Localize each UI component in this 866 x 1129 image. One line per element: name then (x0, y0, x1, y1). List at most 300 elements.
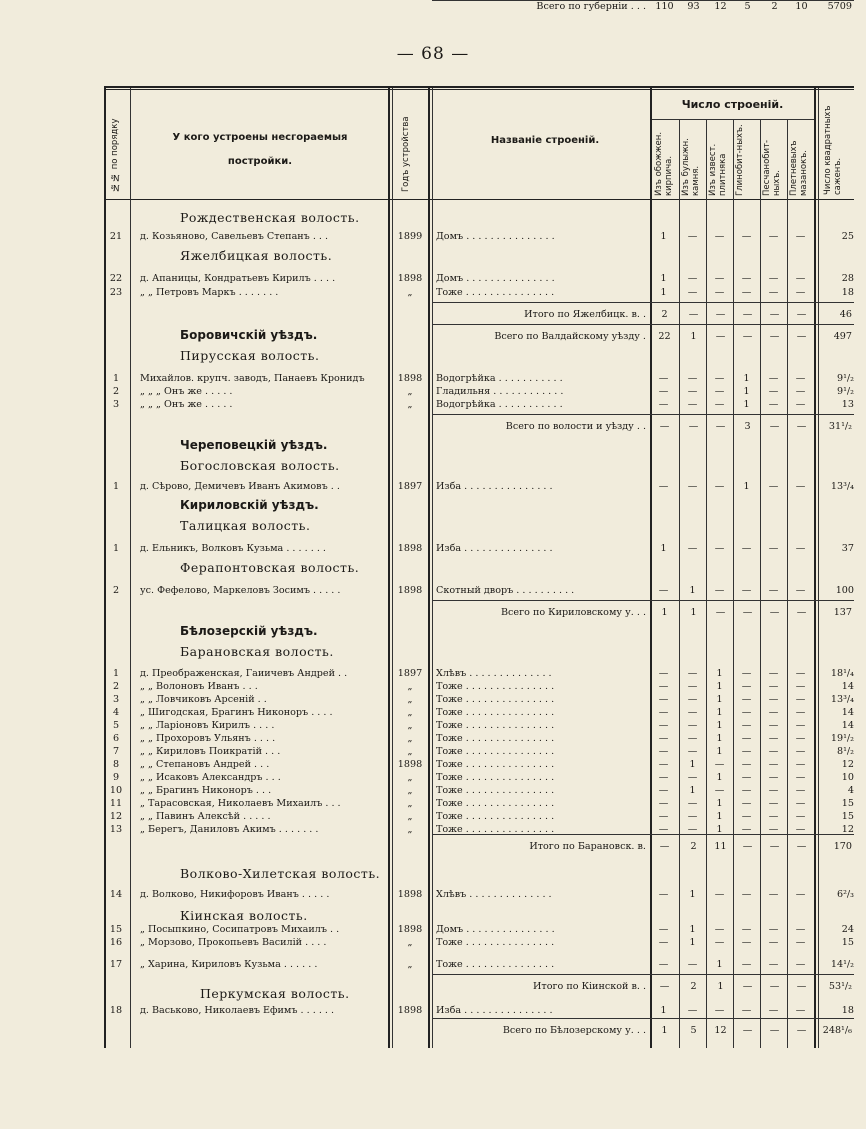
sq-cell: 18 (841, 287, 854, 298)
count-cell: — (795, 824, 806, 835)
count-cell: — (768, 889, 779, 900)
count-cell: — (687, 959, 698, 970)
sq-cell: 137 (833, 607, 852, 618)
count-cell: — (795, 733, 806, 744)
count-cell: 1 (660, 287, 667, 298)
count-cell: 1 (661, 607, 668, 618)
volost-heading: Волково-Хилетская волость. (180, 866, 381, 881)
volost-heading: Ферапонтовская волость. (180, 560, 360, 575)
year-built: „ (407, 681, 413, 692)
count-cell: 1 (660, 231, 667, 242)
count-cell: 1 (660, 1005, 667, 1016)
owner-name: д. Преображенская, Гаиичевъ Андрей . . (140, 668, 348, 679)
count-cell: — (687, 733, 698, 744)
count-cell: — (714, 287, 725, 298)
owner-name: „ „ Ларіоновъ Кирилъ . . . . (140, 720, 275, 731)
count-cell: — (741, 707, 752, 718)
total-rule (432, 324, 854, 325)
volost-heading: Пирусская волость. (180, 348, 320, 363)
count-cell: 1 (716, 824, 723, 835)
count-cell: — (795, 373, 806, 384)
count-cell: 22 (658, 331, 671, 342)
count-cell: — (768, 811, 779, 822)
sq-cell: 6²/₃ (836, 889, 854, 900)
row-number: 16 (109, 937, 123, 948)
table-row (104, 584, 854, 598)
count-cell: — (658, 720, 669, 731)
row-number: 9 (112, 772, 120, 783)
count-cell: — (741, 720, 752, 731)
owner-name: д. Волково, Никифоровъ Иванъ . . . . . (140, 889, 330, 900)
sq-cell: 13³/₄ (830, 481, 854, 492)
year-built: „ (407, 733, 413, 744)
volost-heading: Барановская волость. (180, 644, 334, 659)
owner-name: „ „ Исаковъ Александръ . . . (140, 772, 281, 783)
header-col-count: Число строеній. (681, 98, 784, 111)
count-cell: — (795, 668, 806, 679)
count-cell: 5 (690, 1025, 697, 1036)
sq-cell: 28 (841, 273, 854, 284)
count-cell: — (659, 981, 670, 992)
sq-cell: 14 (841, 720, 854, 731)
owner-name: „ Морзово, Прокопьевъ Василій . . . . (140, 937, 327, 948)
volost-heading: Кіинская волость. (180, 908, 308, 923)
sq-cell: 12 (841, 824, 854, 835)
count-cell: — (658, 733, 669, 744)
page-number: — 68 — (396, 44, 470, 64)
building-name: Тоже . . . . . . . . . . . . . . . (436, 798, 555, 809)
row-number: 8 (112, 759, 120, 770)
count-cell: 1 (743, 386, 750, 397)
year-built: „ (407, 399, 413, 410)
building-name: Домъ . . . . . . . . . . . . . . . (436, 231, 555, 242)
building-name: Тоже . . . . . . . . . . . . . . . (436, 694, 555, 705)
count-cell: — (795, 273, 806, 284)
sq-cell: 53¹/₂ (828, 981, 852, 992)
count-cell: — (742, 981, 753, 992)
building-name: Тоже . . . . . . . . . . . . . . . (436, 937, 555, 948)
building-name: Тоже . . . . . . . . . . . . . . . (436, 759, 555, 770)
count-cell: — (795, 720, 806, 731)
count-cell: — (795, 746, 806, 757)
row-number: 2 (112, 681, 120, 692)
count-cell: — (687, 746, 698, 757)
count-cell: — (741, 785, 752, 796)
owner-name: „ Посыпкино, Сосипатровъ Михаилъ . . (140, 924, 340, 935)
table-row (104, 771, 854, 785)
count-cell: — (741, 889, 752, 900)
count-cell: — (768, 273, 779, 284)
count-cell: — (658, 937, 669, 948)
owner-name: д. Апаницы, Кондратьевъ Кирилъ . . . . (140, 273, 336, 284)
count-cell: 1 (689, 785, 696, 796)
sq-cell: 24 (841, 924, 854, 935)
row-number: 1 (112, 543, 120, 554)
header-col-year: Годъ устройства (401, 116, 411, 192)
count-cell: — (795, 785, 806, 796)
row-number: 5 (112, 720, 120, 731)
count-cell: — (796, 421, 807, 432)
row-number: 7 (112, 746, 120, 757)
table-row (104, 230, 854, 244)
owner-name: „ „ „ Онъ же . . . . . (140, 399, 233, 410)
total-rule (432, 600, 854, 601)
year-built: „ (407, 772, 413, 783)
count-cell: — (768, 681, 779, 692)
count-cell: — (687, 681, 698, 692)
building-name: Домъ . . . . . . . . . . . . . . . (436, 273, 555, 284)
year-built: „ (407, 746, 413, 757)
row-number: 3 (112, 399, 120, 410)
owner-name: д. Васьково, Николаевъ Ефимъ . . . . . . (140, 1005, 335, 1016)
count-cell: 1 (661, 1025, 668, 1036)
count-cell: — (687, 543, 698, 554)
count-cell: — (741, 585, 752, 596)
count-cell: — (687, 720, 698, 731)
table-row (104, 888, 854, 902)
count-cell: — (741, 733, 752, 744)
year-built: 1898 (397, 373, 423, 384)
count-cell: 11 (714, 841, 727, 852)
building-name: Тоже . . . . . . . . . . . . . . . (436, 746, 555, 757)
count-cell: — (687, 1005, 698, 1016)
row-number: 1 (112, 668, 120, 679)
count-cell: 1 (689, 889, 696, 900)
count-cell: — (769, 309, 780, 320)
count-cell: — (768, 707, 779, 718)
owner-name: „ „ Ловчиковъ Арсеній . . (140, 694, 267, 705)
table-row (104, 1004, 854, 1018)
count-cell: — (768, 746, 779, 757)
count-cell: 10 (795, 1, 808, 12)
count-cell: 1 (690, 331, 697, 342)
count-cell: — (658, 811, 669, 822)
uezd-heading: Боровичскій уѣздъ. (180, 328, 318, 342)
count-cell: — (714, 1005, 725, 1016)
row-number: 13 (109, 824, 123, 835)
row-number: 2 (112, 585, 120, 596)
sq-cell: 5709 (827, 1, 852, 12)
count-cell: — (658, 668, 669, 679)
sq-cell: 170 (833, 841, 852, 852)
count-cell: — (795, 287, 806, 298)
count-cell: — (714, 231, 725, 242)
count-cell: — (714, 399, 725, 410)
count-cell: — (768, 772, 779, 783)
count-cell: — (714, 373, 725, 384)
count-cell: — (687, 707, 698, 718)
total-label: Всего по Валдайскому уѣзду . (494, 331, 646, 342)
count-cell: — (658, 481, 669, 492)
total-rule (432, 1018, 854, 1019)
row-number: 6 (112, 733, 120, 744)
owner-name: д. Сѣрово, Демичевъ Иванъ Акимовъ . . (140, 481, 340, 492)
count-cell: 1 (716, 959, 723, 970)
table-row (104, 758, 854, 772)
sq-cell: 13 (841, 399, 854, 410)
row-number: 14 (109, 889, 123, 900)
building-name: Тоже . . . . . . . . . . . . . . . (436, 824, 555, 835)
count-cell: — (741, 798, 752, 809)
count-cell: — (687, 798, 698, 809)
building-name: Изба . . . . . . . . . . . . . . . (436, 1005, 553, 1016)
building-name: Тоже . . . . . . . . . . . . . . . (436, 772, 555, 783)
count-cell: — (658, 959, 669, 970)
count-cell: — (796, 331, 807, 342)
row-number: 12 (109, 811, 123, 822)
building-name: Хлѣвъ . . . . . . . . . . . . . . (436, 668, 552, 679)
uezd-heading: Бѣлозерскій уѣздъ. (180, 624, 318, 638)
count-cell: — (687, 273, 698, 284)
total-label: Итого по Барановск. в. (529, 841, 646, 852)
count-cell: — (796, 1025, 807, 1036)
table-row (104, 706, 854, 720)
count-cell: — (795, 889, 806, 900)
sq-cell: 10 (841, 772, 854, 783)
volost-heading: Перкумская волость. (200, 986, 350, 1001)
table-row (104, 398, 854, 412)
count-cell: — (795, 959, 806, 970)
row-number: 23 (109, 287, 123, 298)
count-cell: — (658, 746, 669, 757)
count-cell: — (795, 386, 806, 397)
row-number: 17 (109, 959, 123, 970)
count-cell: — (741, 937, 752, 948)
count-cell: 1 (716, 707, 723, 718)
count-cell: 1 (717, 981, 724, 992)
row-number: 11 (109, 798, 123, 809)
count-cell: — (768, 798, 779, 809)
building-name: Гладильня . . . . . . . . . . . . (436, 386, 564, 397)
table-row (104, 732, 854, 746)
row-number: 1 (112, 373, 120, 384)
count-cell: — (795, 399, 806, 410)
count-cell: — (687, 772, 698, 783)
count-cell: 1 (716, 720, 723, 731)
count-cell: 1 (660, 273, 667, 284)
count-cell: 1 (689, 585, 696, 596)
count-cell: — (741, 824, 752, 835)
building-name: Тоже . . . . . . . . . . . . . . . (436, 959, 555, 970)
year-built: „ (407, 937, 413, 948)
count-cell: 1 (743, 481, 750, 492)
count-cell: — (687, 287, 698, 298)
count-cell: — (768, 733, 779, 744)
count-cell: — (769, 981, 780, 992)
count-cell: — (658, 824, 669, 835)
count-cell: — (688, 309, 699, 320)
owner-name: д. Козьяново, Савельевъ Степанъ . . . (140, 231, 329, 242)
count-cell: 12 (714, 1, 727, 12)
total-label: Всего по волости и уѣзду . . (505, 421, 646, 432)
owner-name: „ „ Петровъ Маркъ . . . . . . . (140, 287, 279, 298)
sq-cell: 497 (833, 331, 852, 342)
table-row (104, 667, 854, 681)
count-cell: — (795, 937, 806, 948)
year-built: 1897 (397, 668, 423, 679)
count-cell: — (688, 421, 699, 432)
table-row (104, 784, 854, 798)
count-cell: — (769, 331, 780, 342)
count-cell: — (687, 824, 698, 835)
count-cell: — (768, 287, 779, 298)
table-row (104, 542, 854, 556)
count-cell: — (658, 707, 669, 718)
count-cell: 1 (716, 733, 723, 744)
sq-cell: 15 (841, 811, 854, 822)
count-cell: 2 (690, 841, 697, 852)
row-number: 1 (112, 481, 120, 492)
total-label: Всего по Бѣлозерскому у. . . (502, 1025, 646, 1036)
count-cell: — (658, 373, 669, 384)
count-cell: — (796, 309, 807, 320)
count-cell: — (795, 681, 806, 692)
year-built: 1898 (397, 759, 423, 770)
count-cell: — (742, 1025, 753, 1036)
table-row (104, 680, 854, 694)
count-cell: — (658, 924, 669, 935)
count-cell: — (768, 937, 779, 948)
owner-name: „ Шигодская, Брагинъ Никоноръ . . . . (140, 707, 333, 718)
count-cell: — (795, 1005, 806, 1016)
count-cell: — (768, 481, 779, 492)
count-cell: 1 (689, 924, 696, 935)
year-built: „ (407, 959, 413, 970)
building-name: Тоже . . . . . . . . . . . . . . . (436, 287, 555, 298)
uezd-heading: Череповецкій уѣздъ. (180, 438, 328, 452)
building-name: Изба . . . . . . . . . . . . . . . (436, 543, 553, 554)
table-row (104, 372, 854, 386)
count-cell: — (742, 607, 753, 618)
table-row (104, 745, 854, 759)
count-cell: — (795, 694, 806, 705)
row-number: 10 (109, 785, 123, 796)
sq-cell: 14¹/₂ (830, 959, 854, 970)
count-cell: — (714, 785, 725, 796)
count-cell: — (714, 386, 725, 397)
year-built: „ (407, 798, 413, 809)
total-label: Итого по Кіинской в. . (533, 981, 646, 992)
count-cell: — (687, 386, 698, 397)
count-cell: — (659, 421, 670, 432)
count-cell: — (658, 386, 669, 397)
header-sub-col: Изъ булыжн. камня. (681, 138, 701, 196)
year-built: „ (407, 811, 413, 822)
header-sub-col: Изъ обожжен. кирпича. (654, 131, 674, 196)
sq-cell: 4 (847, 785, 854, 796)
building-name: Тоже . . . . . . . . . . . . . . . (436, 707, 555, 718)
count-cell: — (658, 694, 669, 705)
count-cell: — (742, 309, 753, 320)
table-top-rule-thin (104, 89, 854, 90)
count-cell: — (741, 759, 752, 770)
year-built: 1898 (397, 889, 423, 900)
count-cell: — (687, 668, 698, 679)
count-cell: — (741, 924, 752, 935)
count-cell: 1 (716, 772, 723, 783)
count-cell: 1 (716, 811, 723, 822)
owner-name: „ Берегъ, Даниловъ Акимъ . . . . . . . (140, 824, 319, 835)
year-built: „ (407, 694, 413, 705)
table-row (104, 797, 854, 811)
sq-cell: 9¹/₂ (836, 373, 854, 384)
total-label: Итого по Яжелбицк. в. . (524, 309, 646, 320)
table-row (104, 480, 854, 494)
building-name: Тоже . . . . . . . . . . . . . . . (436, 733, 555, 744)
count-cell: — (715, 607, 726, 618)
count-cell: 2 (661, 309, 668, 320)
count-cell: 1 (690, 607, 697, 618)
year-built: „ (407, 785, 413, 796)
count-cell: 12 (714, 1025, 727, 1036)
count-cell: — (768, 231, 779, 242)
count-cell: — (741, 1005, 752, 1016)
count-cell: — (741, 273, 752, 284)
count-cell: — (687, 811, 698, 822)
building-name: Водогрѣйка . . . . . . . . . . . (436, 373, 563, 384)
table-row (104, 272, 854, 286)
count-cell: — (741, 668, 752, 679)
count-cell: — (658, 798, 669, 809)
row-number: 4 (112, 707, 120, 718)
count-cell: — (768, 759, 779, 770)
owner-name: д. Ельникъ, Волковъ Кузьма . . . . . . . (140, 543, 326, 554)
year-built: 1898 (397, 273, 423, 284)
count-cell: 110 (655, 1, 674, 12)
count-cell: — (741, 746, 752, 757)
table-top-rule (104, 86, 854, 88)
count-cell: — (741, 811, 752, 822)
sq-cell: 18 (841, 1005, 854, 1016)
count-cell: — (768, 373, 779, 384)
count-cell: 1 (716, 668, 723, 679)
owner-name: „ Харина, Кириловъ Кузьма . . . . . . (140, 959, 318, 970)
building-name: Домъ . . . . . . . . . . . . . . . (436, 924, 555, 935)
count-cell: — (768, 720, 779, 731)
building-name: Хлѣвъ . . . . . . . . . . . . . . (436, 889, 552, 900)
count-cell: 93 (687, 1, 700, 12)
count-cell: — (795, 231, 806, 242)
count-cell: — (795, 543, 806, 554)
owner-name: „ „ Брагинъ Никоноръ . . . (140, 785, 272, 796)
count-cell: — (715, 421, 726, 432)
year-built: 1898 (397, 543, 423, 554)
total-rule (432, 834, 854, 835)
header-col-sq: Число квадратныхъ саженъ. (823, 105, 843, 195)
count-cell: 2 (690, 981, 697, 992)
header-bottom-rule (104, 199, 854, 200)
row-number: 15 (109, 924, 123, 935)
count-cell: — (768, 668, 779, 679)
count-cell: — (769, 607, 780, 618)
count-cell: — (742, 331, 753, 342)
count-cell: — (658, 759, 669, 770)
volost-heading: Талицкая волость. (180, 518, 311, 533)
count-cell: — (795, 481, 806, 492)
sq-cell: 15 (841, 798, 854, 809)
owner-name: „ „ Степановъ Андрей . . . (140, 759, 270, 770)
count-cell: — (658, 399, 669, 410)
year-built: 1898 (397, 585, 423, 596)
count-cell: — (658, 889, 669, 900)
count-cell: — (658, 585, 669, 596)
sq-cell: 14 (841, 681, 854, 692)
count-cell: — (768, 924, 779, 935)
table-row (104, 385, 854, 399)
count-cell: 2 (771, 1, 778, 12)
count-cell: — (741, 772, 752, 783)
header-col-name: Названіе строеній. (490, 135, 600, 146)
